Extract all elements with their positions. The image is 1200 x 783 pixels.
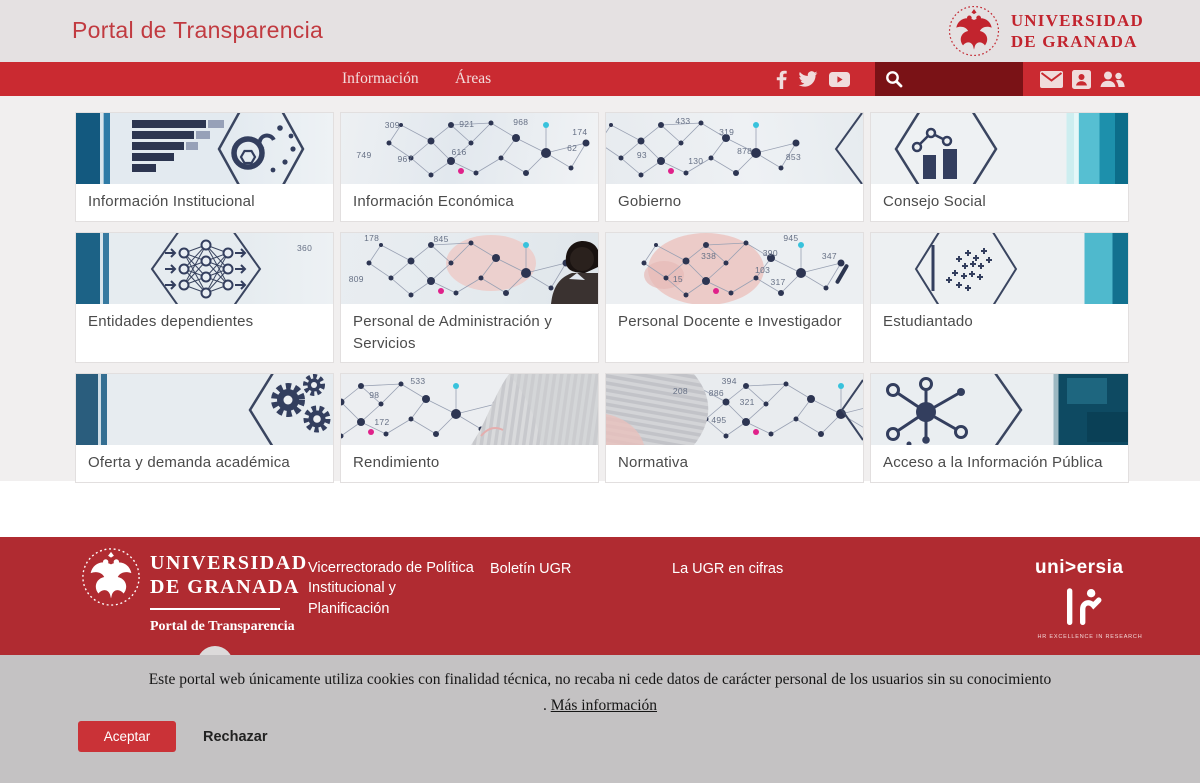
- social-links: [776, 62, 850, 96]
- footer-link-ugr-cifras[interactable]: La UGR en cifras: [672, 561, 784, 577]
- category-grid: [75, 112, 1129, 483]
- search-button[interactable]: [875, 62, 1023, 96]
- photo-number: 347: [821, 250, 837, 261]
- card-acceso-a-la-informacion-publica[interactable]: [870, 373, 1129, 483]
- ugr-crest-icon: [947, 4, 1001, 58]
- photo-number: 317: [770, 276, 786, 287]
- photo-number: 853: [785, 152, 801, 163]
- photo-number: 178: [364, 232, 380, 243]
- card-label: Información Económica: [353, 193, 514, 210]
- photo-number: 433: [675, 115, 691, 126]
- person-network-decoration: [606, 374, 863, 445]
- photo-number: 616: [451, 147, 467, 158]
- hexagon-neural-network-icon: [76, 233, 333, 304]
- hr-excellence-icon[interactable]: [1062, 583, 1108, 631]
- card-label: Personal de Administración y Servicios: [353, 312, 553, 352]
- photo-number: 15: [672, 273, 683, 284]
- photo-number: 886: [708, 387, 724, 398]
- photo-number: 967: [397, 154, 413, 165]
- cookie-message: Este portal web únicamente utiliza cookies con finalidad técnica, no recaba ni cede datos de carácter personal de los usuarios sin su conocimiento: [148, 671, 1052, 688]
- facebook-icon[interactable]: [776, 70, 787, 89]
- card-label: Oferta y demanda académica: [88, 454, 290, 472]
- photo-number: 390: [762, 248, 778, 259]
- photo-number: 103: [755, 264, 771, 275]
- photo-number: 749: [356, 149, 372, 160]
- ugr-crest-icon-white: [80, 546, 142, 608]
- network-person-right-decoration: [341, 374, 598, 445]
- photo-number: 172: [374, 416, 390, 427]
- card-estudiantado[interactable]: [870, 232, 1129, 364]
- universia-logo[interactable]: uni>ersia: [1035, 557, 1124, 578]
- card-informacion-institucional[interactable]: [75, 112, 334, 222]
- ugr-logo[interactable]: [947, 4, 1144, 58]
- footer-tagline: Portal de Transparencia: [150, 619, 295, 634]
- photo-number: 62: [567, 142, 578, 153]
- card-label: Entidades dependientes: [88, 312, 254, 330]
- youtube-icon[interactable]: [829, 72, 850, 87]
- photo-number: 878: [737, 145, 753, 156]
- card-informacion-economica[interactable]: [340, 112, 599, 222]
- network-hexagon-decoration: [606, 113, 863, 184]
- photo-number: 338: [701, 251, 717, 262]
- site-header: [0, 0, 1200, 62]
- photo-number: 809: [348, 273, 364, 284]
- card-label: Acceso a la Información Pública: [883, 454, 1103, 472]
- card-label: Rendimiento: [353, 454, 440, 472]
- photo-number: 309: [384, 120, 400, 131]
- footer-divider: [150, 608, 280, 610]
- photo-number: 921: [459, 118, 475, 129]
- card-label: Normativa: [618, 454, 689, 472]
- card-rendimiento[interactable]: [340, 373, 599, 483]
- photo-number: 174: [572, 127, 588, 138]
- nav-item-areas[interactable]: Áreas: [455, 70, 492, 87]
- network-person-decoration: [341, 233, 598, 304]
- photo-number: 394: [721, 375, 737, 386]
- hexagon-gear-dots-icon: [76, 113, 333, 184]
- twitter-icon[interactable]: [798, 71, 818, 88]
- hexagon-barchart-icon: [871, 113, 1128, 184]
- photo-number: 319: [719, 127, 735, 138]
- page-title: Portal de Transparencia: [72, 17, 324, 43]
- cookie-more-prefix: .: [542, 697, 551, 714]
- search-icon: [885, 70, 903, 88]
- photo-number: 98: [369, 389, 380, 400]
- accept-cookies-button[interactable]: Aceptar: [78, 721, 176, 752]
- cookie-more-line: [0, 697, 1200, 715]
- photo-number: 360: [297, 242, 313, 253]
- mail-icon[interactable]: [1040, 71, 1063, 88]
- utility-links: [1040, 62, 1125, 96]
- card-label: Gobierno: [618, 193, 682, 210]
- footer-link-boletin[interactable]: Boletín UGR: [490, 561, 572, 577]
- photo-number: 945: [783, 232, 799, 243]
- card-label: Información Institucional: [88, 193, 255, 210]
- card-oferta-y-demanda-academica[interactable]: [75, 373, 334, 483]
- card-gobierno[interactable]: [605, 112, 864, 222]
- card-personal-de-administracion-y-servicios[interactable]: [340, 232, 599, 364]
- nav-item-informacion[interactable]: Información: [342, 70, 419, 87]
- photo-number: 208: [672, 385, 688, 396]
- card-label: Estudiantado: [883, 312, 973, 330]
- hexagon-hub-icon: [871, 374, 1128, 445]
- hr-excellence-caption: HR EXCELLENCE IN RESEARCH: [1037, 634, 1143, 640]
- card-normativa[interactable]: [605, 373, 864, 483]
- ugr-wordmark: UNIVERSIDAD DE GRANADA: [1010, 10, 1144, 51]
- photo-number: 495: [711, 415, 727, 426]
- network-graph-decoration: [341, 113, 598, 184]
- hexagon-gears-icon: [76, 374, 333, 445]
- card-entidades-dependientes[interactable]: [75, 232, 334, 364]
- contact-card-icon[interactable]: [1072, 70, 1091, 89]
- card-personal-docente-e-investigador[interactable]: [605, 232, 864, 364]
- photo-number: 321: [739, 396, 755, 407]
- more-info-link[interactable]: Más información: [550, 697, 658, 714]
- photo-number: 533: [410, 375, 426, 386]
- cookie-banner: [0, 655, 1200, 783]
- photo-number: 130: [688, 155, 704, 166]
- footer-link-vicerrectorado[interactable]: Vicerrectorado de Política Institucional y Planificación: [308, 560, 474, 617]
- photo-number: 968: [513, 116, 529, 127]
- card-consejo-social[interactable]: [870, 112, 1129, 222]
- main-nav: [0, 62, 1200, 96]
- reject-cookies-button[interactable]: Rechazar: [203, 721, 267, 752]
- card-label: Personal Docente e Investigador: [618, 312, 842, 330]
- people-icon[interactable]: [1100, 71, 1125, 88]
- footer-wordmark[interactable]: UNIVERSIDAD DE GRANADA: [150, 552, 308, 598]
- hexagon-scatter-icon: [871, 233, 1128, 304]
- site-footer: [0, 537, 1200, 655]
- network-pink-decoration: [606, 233, 863, 304]
- card-label: Consejo Social: [883, 193, 986, 210]
- photo-number: 845: [433, 234, 449, 245]
- photo-number: 93: [636, 149, 647, 160]
